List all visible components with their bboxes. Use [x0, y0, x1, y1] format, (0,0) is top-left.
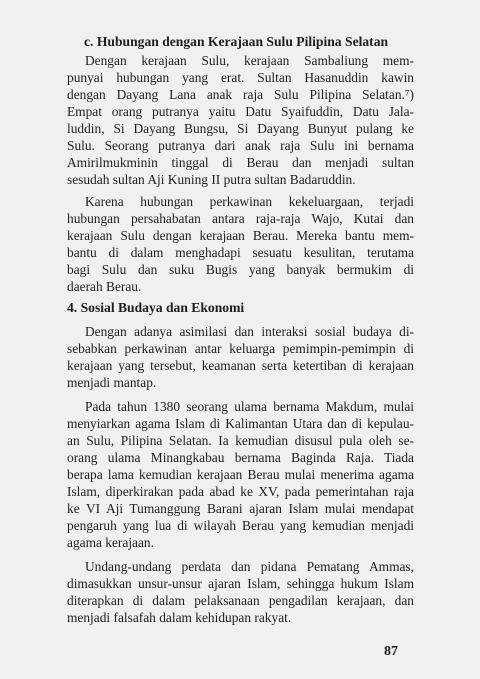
text-line: kerajaan Sulu dengan kerajaan Berau. Mereka bantu mem- [67, 228, 414, 243]
text-line: menjadi mantap. [67, 375, 157, 390]
text-line: sesudah sultan Aji Kuning II putra sultan Badaruddin. [67, 172, 356, 187]
text-line: hubungan persahabatan antara raja-raja Wajo, Kutai dan [67, 211, 414, 226]
text-line: Undang-undang perdata dan pidana Pematang Ammas, [85, 559, 414, 574]
section-heading-sulu: c. Hubungan dengan Kerajaan Sulu Pilipina Selatan [84, 34, 389, 49]
text-line: Karena hubungan perkawinan kekeluargaan, terjadi [85, 194, 414, 209]
text-line: diterapkan di dalam pelaksanaan pengadilan kerajaan, dan [67, 593, 414, 608]
text-line: pengaruh yang lua di wilayah Berau yang kemudian menjadi [67, 518, 414, 533]
text-line: dimasukkan unsur-unsur ajaran Islam, sehingga hukum Islam [67, 576, 414, 591]
section-heading-sosial-budaya: 4. Sosial Budaya dan Ekonomi [67, 300, 245, 315]
text-line: kerajaan yang tersebut, keamanan serta ketertiban di kerajaan [67, 358, 414, 373]
text-line: Empat orang putranya yaitu Datu Syaifuddin, Datu Jala- [67, 104, 414, 119]
page-number: 87 [384, 644, 398, 659]
text-line: punyai hubungan yang erat. Sultan Hasanuddin kawin [67, 70, 414, 85]
text-line: bagi Sulu dan suku Bugis yang banyak bermukim di [67, 262, 414, 277]
text-line: luddin, Si Dayang Bungsu, Si Dayang Bunyut pulang ke [67, 121, 414, 136]
text-line: menyiarkan agama Islam di Kalimantan Utara dan di kepulau- [67, 416, 414, 431]
text-line: sebabkan perkawinan antar keluarga pemimpin-pemimpin di [67, 341, 414, 356]
text-line: menjadi falsafah dalam kehidupan rakyat. [67, 610, 292, 625]
text-line: Amirilmukminin tinggal di Berau dan menjadi sultan [67, 155, 414, 170]
text-line: daerah Berau. [67, 279, 142, 294]
text-line: orang ulama Minangkabau bernama Baginda Raja. Tiada [67, 450, 414, 465]
text-line: Sulu. Seorang putranya dari anak raja Sulu ini bernama [67, 138, 414, 153]
text-line: Pada tahun 1380 seorang ulama bernama Makdum, mulai [85, 399, 414, 414]
text-line: Dengan kerajaan Sulu, kerajaan Sambaliung mem- [85, 53, 414, 68]
text-line: berapa lama kemudian kerajaan Berau mulai menerima agama [67, 467, 414, 482]
text-line: an Sulu, Pilipina Selatan. Ia kemudian disusul pula oleh se- [67, 433, 414, 448]
text-line: Islam, diperkirakan pada abad ke XV, pada pemerintahan raja [67, 484, 414, 499]
text-line: ke VI Aji Tumanggung Barani ajaran Islam mulai mendapat [67, 501, 414, 516]
text-line: dengan Dayang Lana anak raja Sulu Pilipina Selatan.⁷) [67, 87, 414, 102]
text-line: Dengan adanya asimilasi dan interaksi sosial budaya di- [85, 324, 414, 339]
text-line: bantu di dalam menghadapi sesuatu kesulitan, terutama [67, 245, 414, 260]
text-line: agama kerajaan. [67, 535, 154, 550]
